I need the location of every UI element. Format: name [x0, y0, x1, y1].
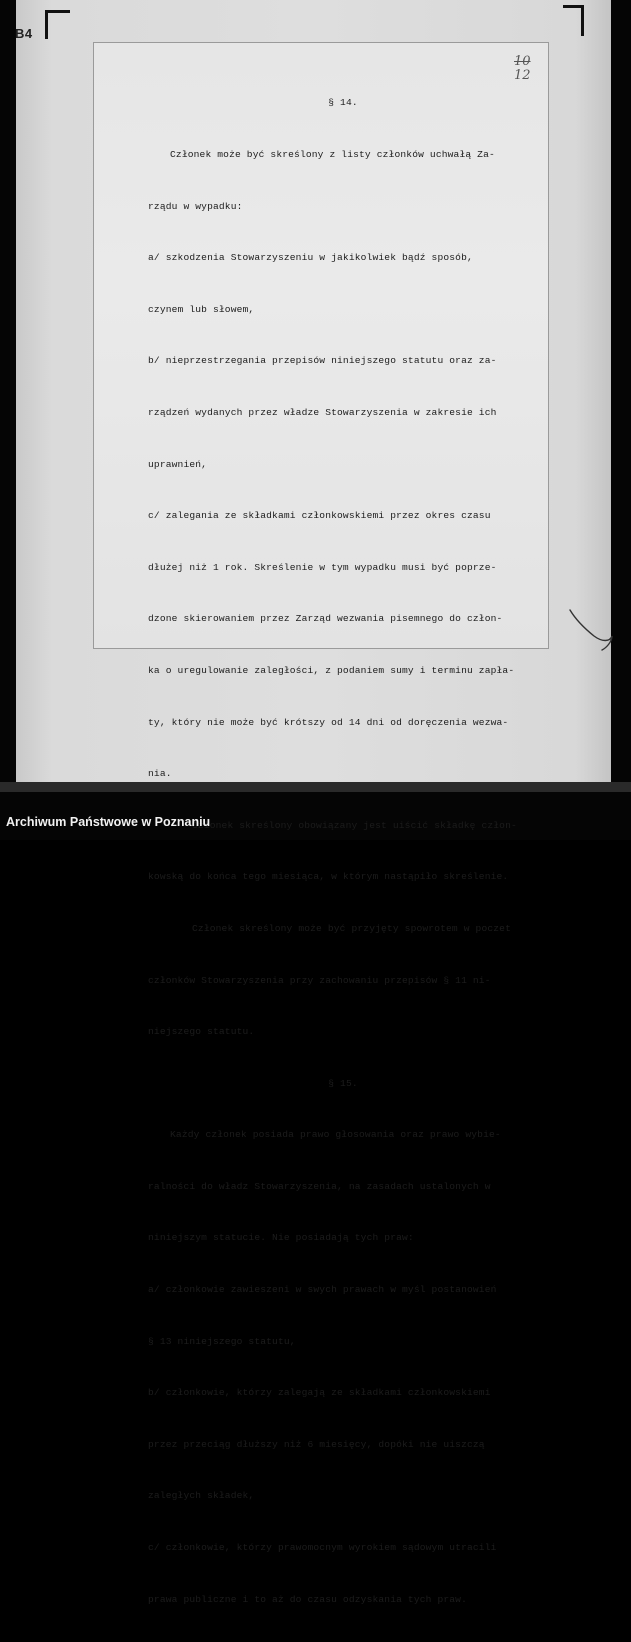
text-line: Członek może być skreślony z listy członków uchwałą Za- — [170, 149, 495, 160]
text-line: dłużej niż 1 rok. Skreślenie w tym wypadku musi być poprze- — [148, 561, 497, 573]
text-line: b/ nieprzestrzegania przepisów niniejszego statutu oraz za- — [148, 355, 497, 367]
text-line: Każdy członek posiada prawo głosowania oraz prawo wybie- — [170, 1129, 501, 1141]
text-line: kowską do końca tego miesiąca, w którym nastąpiło skreślenie. — [148, 871, 509, 883]
text-line: b/ członkowie, którzy zalegają ze składkami członkowskiemi — [148, 1387, 491, 1399]
page-number-current: 12 — [514, 68, 531, 83]
text-line: c/ zalegania ze składkami członkowskiemi przez okres czasu — [148, 510, 491, 522]
text-line: rządzeń wydanych przez władze Stowarzyszenia w zakresie ich — [148, 406, 497, 418]
frame-corner-mark-right — [563, 5, 584, 36]
text-line: rządu w wypadku: — [148, 200, 243, 212]
text-line: a/ szkodzenia Stowarzyszeniu w jakikolwiek bądź sposób, — [148, 252, 473, 264]
text-line: Członek skreślony może być przyjęty spowrotem w poczet — [192, 922, 511, 934]
text-line: niniejszym statucie. Nie posiadają tych praw: — [148, 1232, 414, 1244]
text-line: uprawnień, — [148, 458, 208, 470]
text-line: c/ członkowie, którzy prawomocnym wyrokiem sądowym utracili — [148, 1542, 497, 1554]
text-line: prawa publiczne i to aż do czasu odzyskania tych praw. — [148, 1593, 467, 1605]
frame-code-label: B4 — [15, 26, 33, 41]
text-line: ty, który nie może być krótszy od 14 dni od doręczenia wezwa- — [148, 716, 509, 728]
text-line: zaległych składek, — [148, 1490, 255, 1502]
section-heading: § 15. — [328, 1077, 358, 1089]
typed-statute-text — [148, 60, 530, 1642]
text-line: ralności do władz Stowarzyszenia, na zasadach ustalonych w — [148, 1180, 491, 1192]
page-number-crossed: 10 — [514, 54, 531, 69]
text-line: a/ członkowie zawieszeni w swych prawach w myśl postanowień — [148, 1284, 497, 1296]
text-line: członków Stowarzyszenia przy zachowaniu przepisów § 11 ni- — [148, 974, 491, 986]
section-heading: § 14. — [328, 97, 358, 109]
text-line: nia. — [148, 768, 172, 780]
text-line: przez przeciąg dłuższy niż 6 miesięcy, dopóki nie uiszczą — [148, 1438, 485, 1450]
pencil-mark-icon — [566, 606, 616, 656]
text-line: dzone skierowaniem przez Zarząd wezwania pisemnego do człon- — [148, 613, 503, 625]
text-line: niejszego statutu. — [148, 1026, 255, 1038]
text-line: Członek skreślony obowiązany jest uiścić składkę człon- — [192, 819, 517, 831]
archive-footer-label: Archiwum Państwowe w Poznaniu — [6, 815, 211, 829]
text-line: ka o uregulowanie zaległości, z podaniem sumy i terminu zapła- — [148, 664, 515, 676]
text-line: czynem lub słowem, — [148, 303, 255, 315]
text-line: § 13 niniejszego statutu, — [148, 1335, 296, 1347]
frame-corner-mark-left — [45, 10, 70, 39]
